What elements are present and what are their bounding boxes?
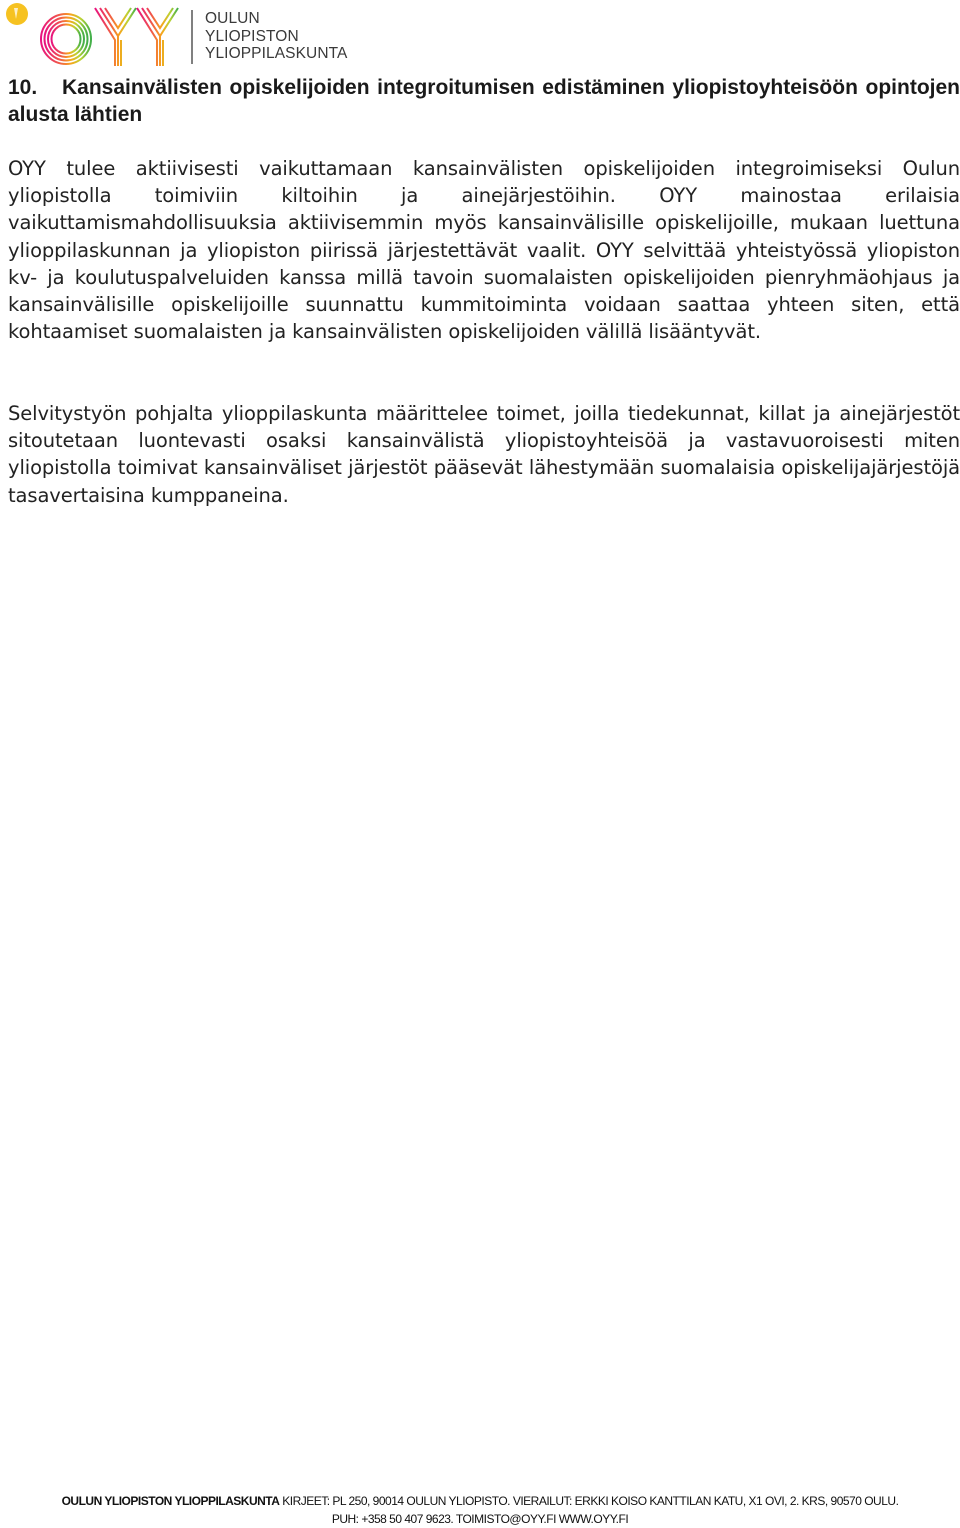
section-title: Kansainvälisten opiskelijoiden integroitumisen edistäminen yliopistoyhteisöön opintojen alusta lähtien <box>8 76 960 126</box>
org-name-line: YLIOPISTON <box>205 27 299 45</box>
org-name-line: OULUN <box>205 10 260 27</box>
page-header <box>0 0 960 70</box>
paragraph: OYY tulee aktiivisesti vaikuttamaan kansainvälisten opiskelijoiden integroimiseksi Oulun yliopistolla toimiviin kiltoihin ja ainejärjestöihin. OYY mainostaa erilaisia vaikuttamismahdollisuuksia aktiivisemmin myös kansainvälisille opiskelijoille, mukaan luettuna ylioppilaskunnan ja yliopiston piirissä järjestettävät vaalit. OYY selvittää yhteistyössä yliopiston kv- ja koulutuspalveluiden kanssa millä tavoin suomalaisten opiskelijoiden pienryhmäohjaus ja kansainvälisille opiskelijoille suunnattu kummitoiminta voidaan saattaa yhteen siten, että kohtaamiset suomalaisten ja kansainvälisten opiskelijoiden välillä lisääntyvät. <box>8 157 960 344</box>
footer-org-name: OULUN YLIOPISTON YLIOPPILASKUNTA <box>61 1494 280 1508</box>
paragraph: Selvitystyön pohjalta ylioppilaskunta määrittelee toimet, joilla tiedekunnat, killat ja ainejärjestöt sitoutetaan luontevasti osaksi kansainvälistä yliopistoyhteisöä ja vastavuoroisesti miten yliopistolla toimivat kansainväliset järjestöt pääsevät lähestymään suomalaisia opiskelijajärjestöjä tasavertaisina kumppaneina. <box>8 402 960 507</box>
coin-icon <box>6 3 28 25</box>
oyy-logo <box>4 2 194 68</box>
footer-address: KIRJEET: PL 250, 90014 OULUN YLIOPISTO. VIERAILUT: ERKKI KOISO KANTTILAN KATU, X1 OVI, 2. KRS, 90570 OULU. <box>282 1494 899 1508</box>
footer-contact-line: PUH: +358 50 407 9623. TOIMISTO@OYY.FI WWW.OYY.FI <box>331 1512 629 1526</box>
organization-name <box>205 10 347 63</box>
footer-address-line <box>0 1492 960 1510</box>
page-footer <box>0 1492 960 1528</box>
section-number: 10. <box>8 76 38 99</box>
org-name-line: YLIOPPILASKUNTA <box>205 45 348 62</box>
section-heading <box>8 74 960 128</box>
